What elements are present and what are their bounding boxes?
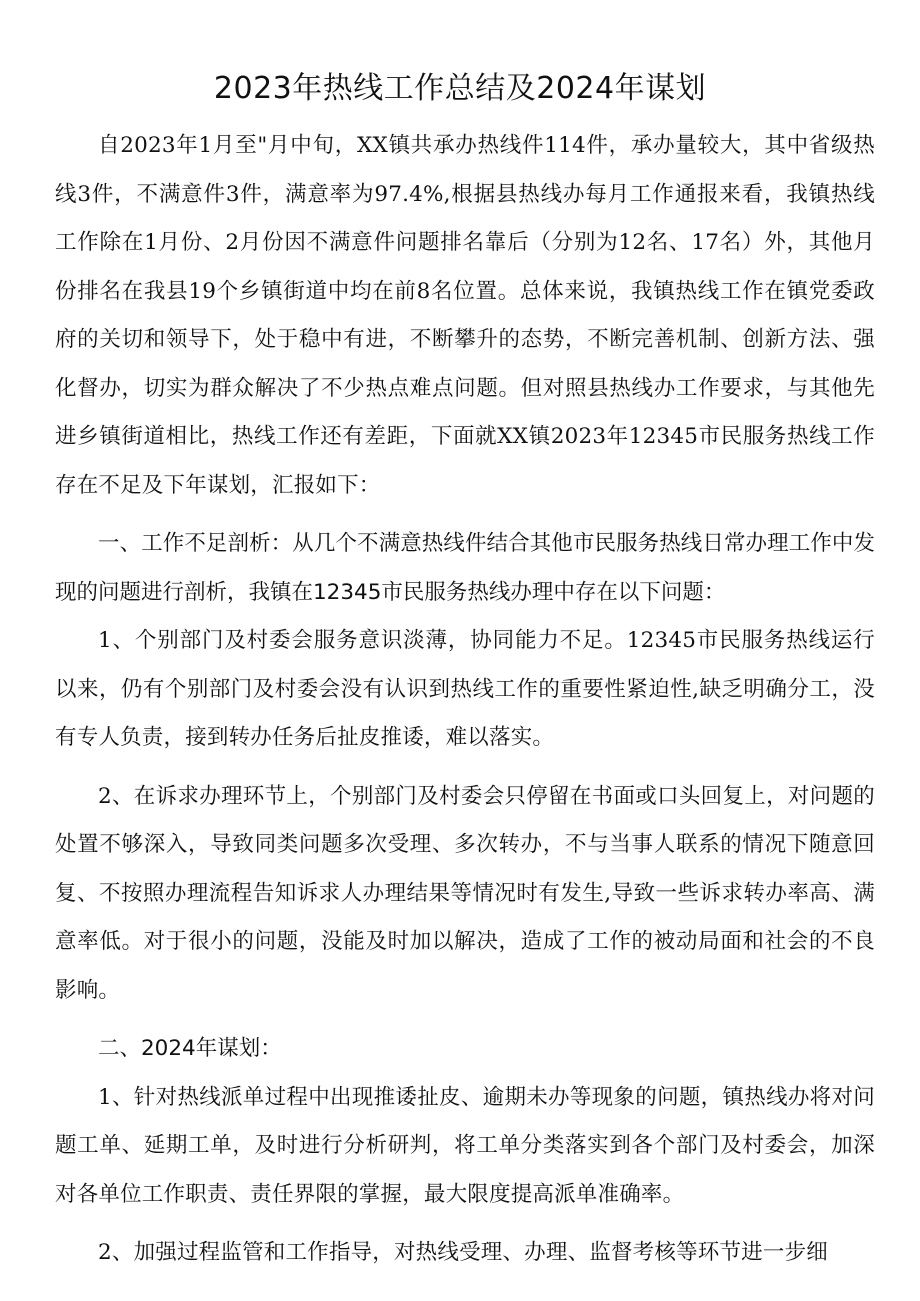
section-2-item-1: 1、针对热线派单过程中出现推诿扯皮、逾期未办等现象的问题，镇热线办将对问题工单、延期工单，及时进行分析研判，将工单分类落实到各个部门及村委会，加深对各单位工作职责、责任界限的掌握，最大限度提高派单准确率。 xyxy=(55,1084,875,1207)
section-1-item-2: 2、在诉求办理环节上，个别部门及村委会只停留在书面或口头回复上，对问题的处置不够深入，导致同类问题多次受理、多次转办，不与当事人联系的情况下随意回复、不按照办理流程告知诉求人办理结果等情况时有发生,导致一些诉求转办率高、满意率低。对于很小的问题，没能及时加以解决，造成了工作的被动局面和社会的不良影响。 xyxy=(55,783,875,1003)
section-1-heading: 一、工作不足剖析：从几个不满意热线件结合其他市民服务热线日常办理工作中发现的问题进行剖析，我镇在12345市民服务热线办理中存在以下问题： xyxy=(55,531,875,605)
section-2-item-2: 2、加强过程监管和工作指导，对热线受理、办理、监督考核等环节进一步细 xyxy=(98,1240,828,1265)
document-title: 2023年热线工作总结及2024年谋划 xyxy=(213,71,707,106)
section-1-item-1: 1、个别部门及村委会服务意识淡薄，协同能力不足。12345市民服务热线运行以来，仍有个别部门及村委会没有认识到热线工作的重要性紧迫性,缺乏明确分工，没有专人负责，接到转办任务后扯皮推诿，难以落实。 xyxy=(55,628,875,750)
intro-paragraph: 自2023年1月至"月中旬，XX镇共承办热线件114件，承办量较大，其中省级热线3件，不满意件3件，满意率为97.4%,根据县热线办每月工作通报来看，我镇热线工作除在1月份、2月份因不满意件问题排名靠后（分别为12名、17名）外，其他月份排名在我县19个乡镇街道中均在前8名位置。总体来说，我镇热线工作在镇党委政府的关切和领导下，处于稳中有进，不断攀升的态势，不断完善机制、创新方法、强化督办，切实为群众解决了不少热点难点问题。但对照县热线办工作要求，与其他先进乡镇街道相比，热线工作还有差距，下面就XX镇2023年12345市民服务热线工作存在不足及下年谋划，汇报如下： xyxy=(55,133,875,498)
document-body xyxy=(55,122,875,1278)
section-2-heading: 二、2024年谋划： xyxy=(98,1036,282,1061)
